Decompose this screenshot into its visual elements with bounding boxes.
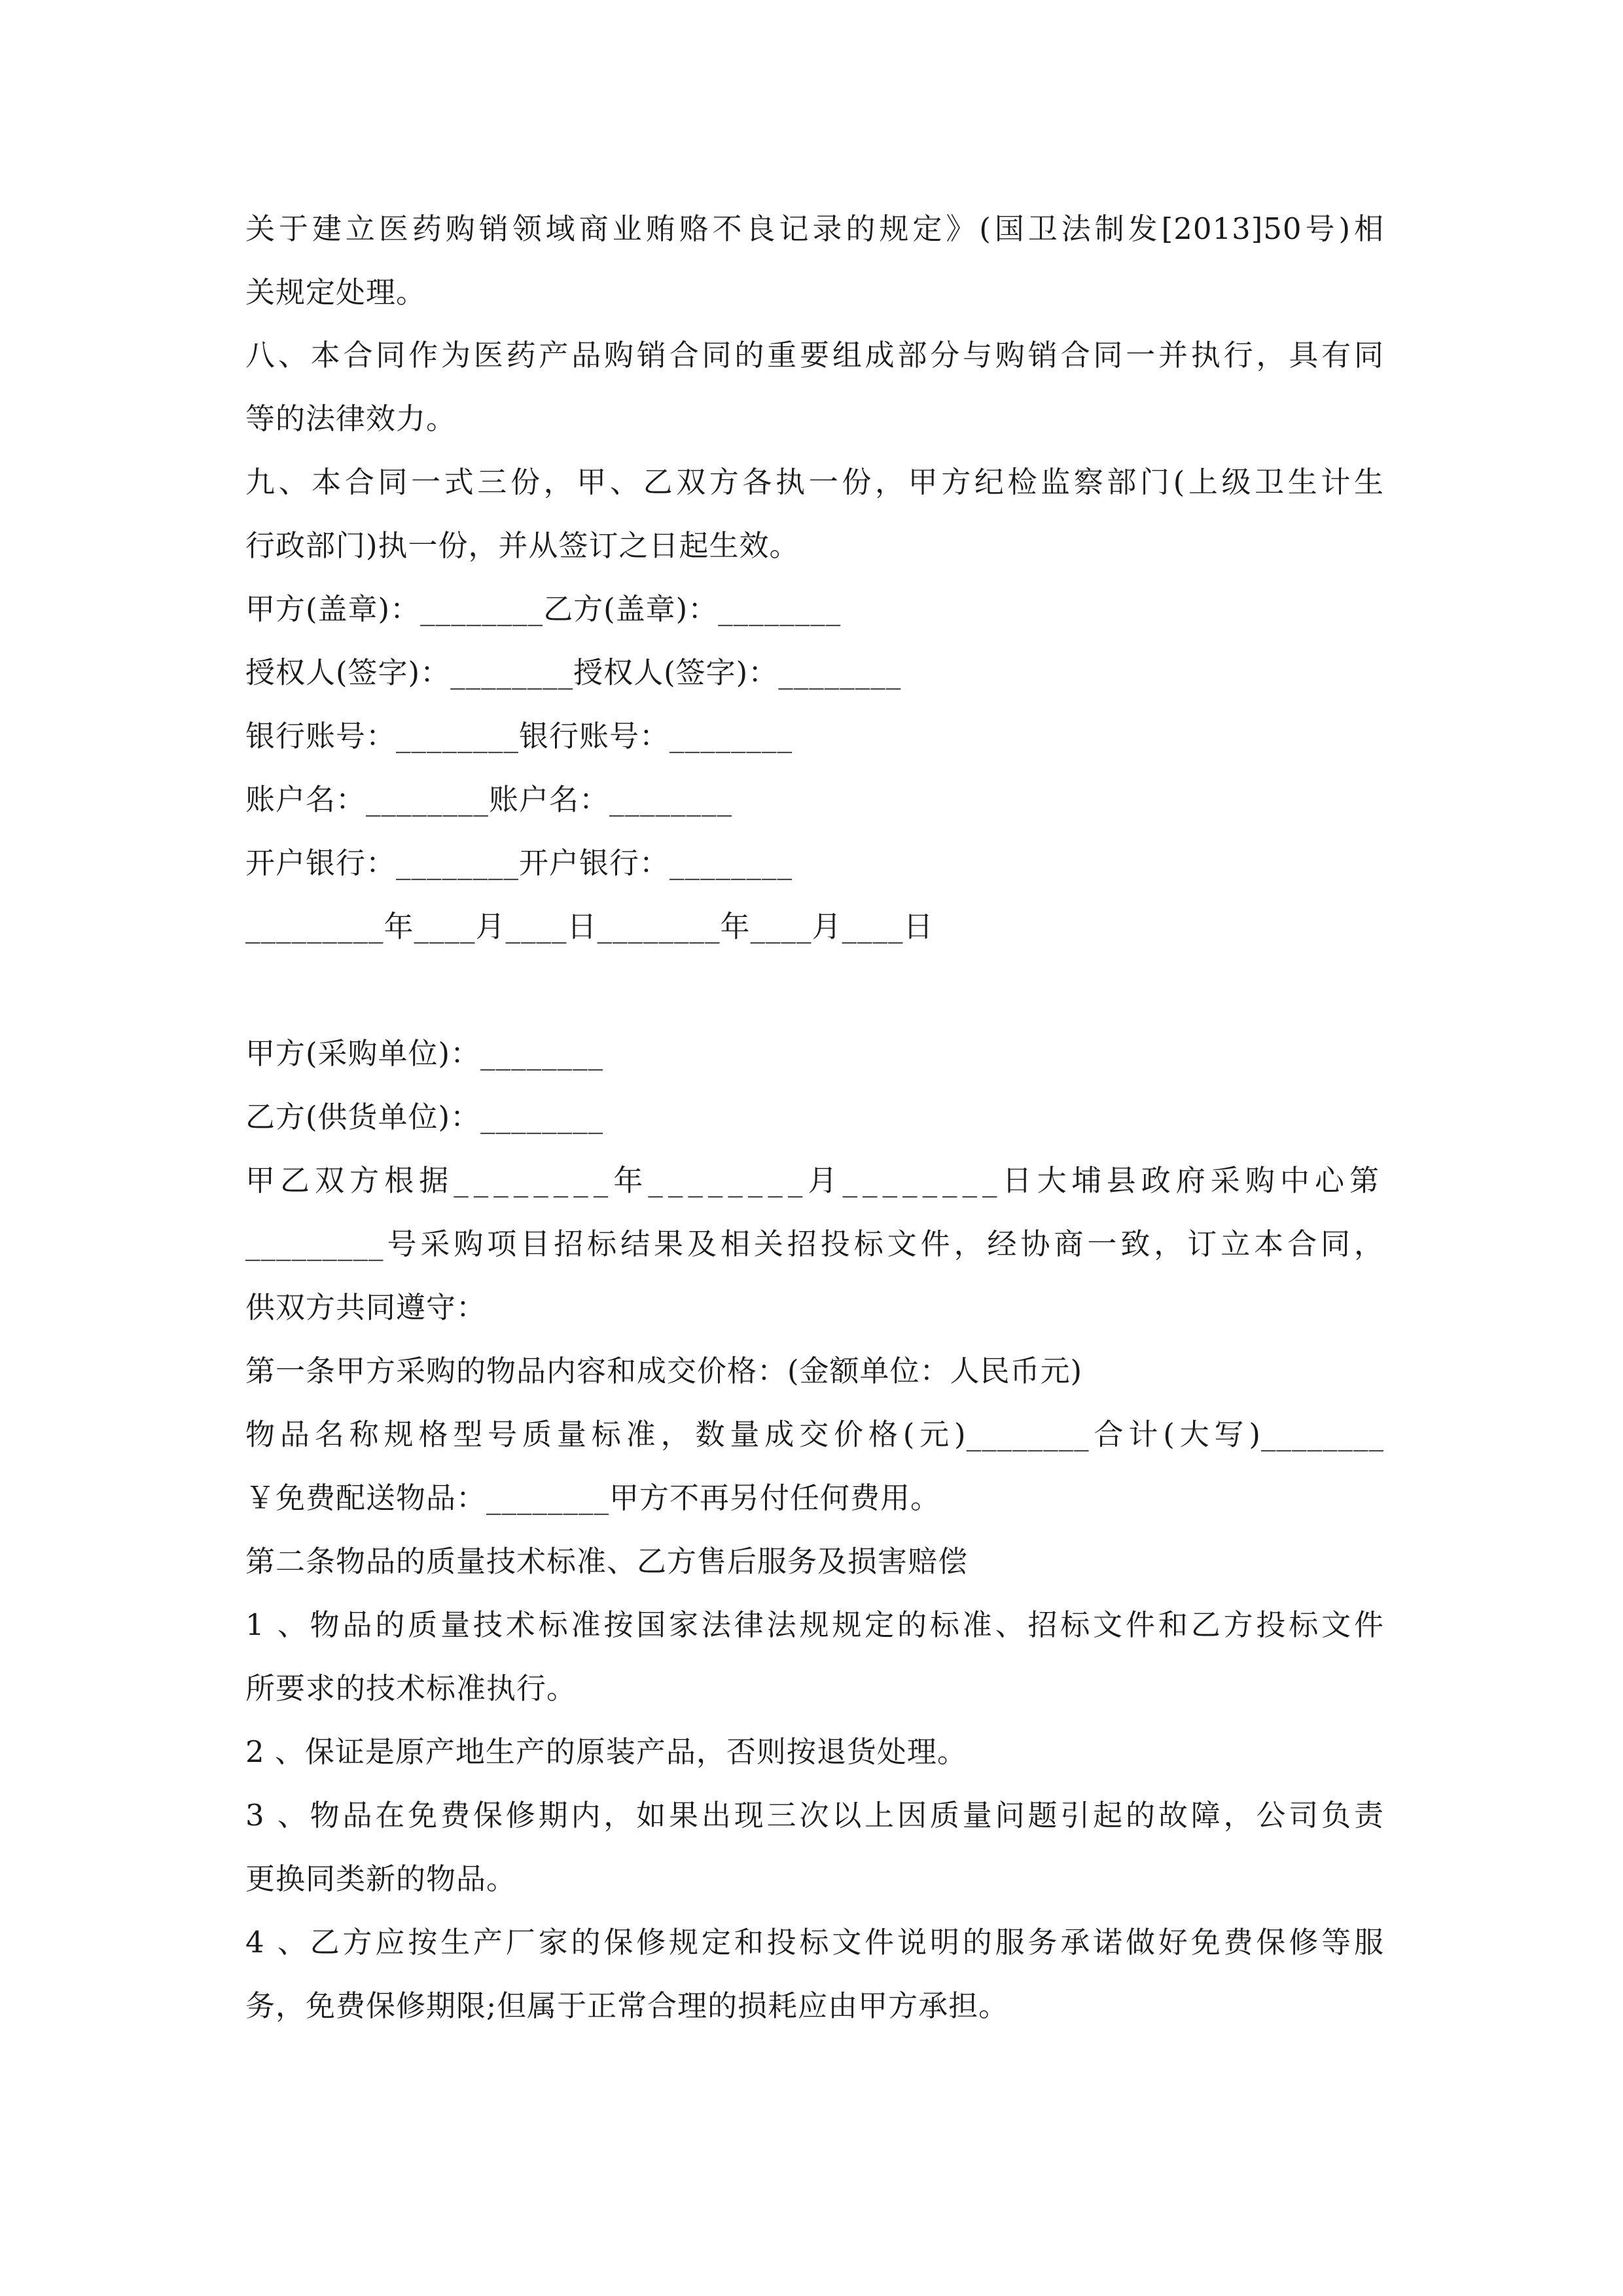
field-date: _________年____月____日________年____月____日	[245, 909, 934, 944]
text-line: 关规定处理。	[245, 275, 427, 310]
text-line: 更换同类新的物品。	[245, 1861, 517, 1896]
text-line: 物品名称规格型号质量标准，数量成交价格(元)________合计(大写)________	[245, 1417, 1384, 1452]
text-line: 供双方共同遵守：	[245, 1290, 487, 1325]
field-bank-account: 银行账号：________银行账号：________	[245, 719, 793, 753]
text-line: 九、本合同一式三份，甲、乙双方各执一份，甲方纪检监察部门(上级卫生计生	[245, 465, 1384, 499]
field-account-name: 账户名：________账户名：________	[245, 782, 733, 817]
field-opening-bank: 开户银行：________开户银行：________	[245, 846, 793, 880]
text-line: 关于建立医药购销领域商业贿赂不良记录的规定》(国卫法制发[2013]50号)相	[245, 211, 1384, 246]
text-line: _________号采购项目招标结果及相关招投标文件，经协商一致，订立本合同，	[245, 1227, 1384, 1261]
text-line: 甲乙双方根据________年________月________日大埔县政府采购中心第	[245, 1163, 1384, 1198]
field-party-b: 乙方(供货单位)：________	[245, 1100, 604, 1134]
text-line: 2 、保证是原产地生产的原装产品，否则按退货处理。	[245, 1734, 967, 1769]
text-line: 1 、物品的质量技术标准按国家法律法规规定的标准、招标文件和乙方投标文件	[245, 1607, 1384, 1642]
text-line: 等的法律效力。	[245, 401, 457, 436]
text-line: 3 、物品在免费保修期内，如果出现三次以上因质量问题引起的故障，公司负责	[245, 1798, 1384, 1833]
text-line: 八、本合同作为医药产品购销合同的重要组成部分与购销合同一并执行，具有同	[245, 338, 1384, 372]
text-line: 务，免费保修期限;但属于正常合理的损耗应由甲方承担。	[245, 1988, 1009, 2023]
signature-field-seal: 甲方(盖章)：________乙方(盖章)：________	[245, 592, 842, 626]
signature-field-authorizer: 授权人(签字)：________授权人(签字)：________	[245, 655, 902, 690]
text-line: ￥免费配送物品：________甲方不再另付任何费用。	[245, 1480, 941, 1515]
text-line: 4 、乙方应按生产厂家的保修规定和投标文件说明的服务承诺做好免费保修等服	[245, 1925, 1384, 1960]
text-line: 所要求的技术标准执行。	[245, 1671, 577, 1706]
field-party-a: 甲方(采购单位)：________	[245, 1036, 604, 1071]
text-line: 行政部门)执一份，并从签订之日起生效。	[245, 528, 800, 563]
article-heading: 第二条物品的质量技术标准、乙方售后服务及损害赔偿	[245, 1544, 969, 1579]
article-heading: 第一条甲方采购的物品内容和成交价格：(金额单位：人民币元)	[245, 1354, 1083, 1388]
